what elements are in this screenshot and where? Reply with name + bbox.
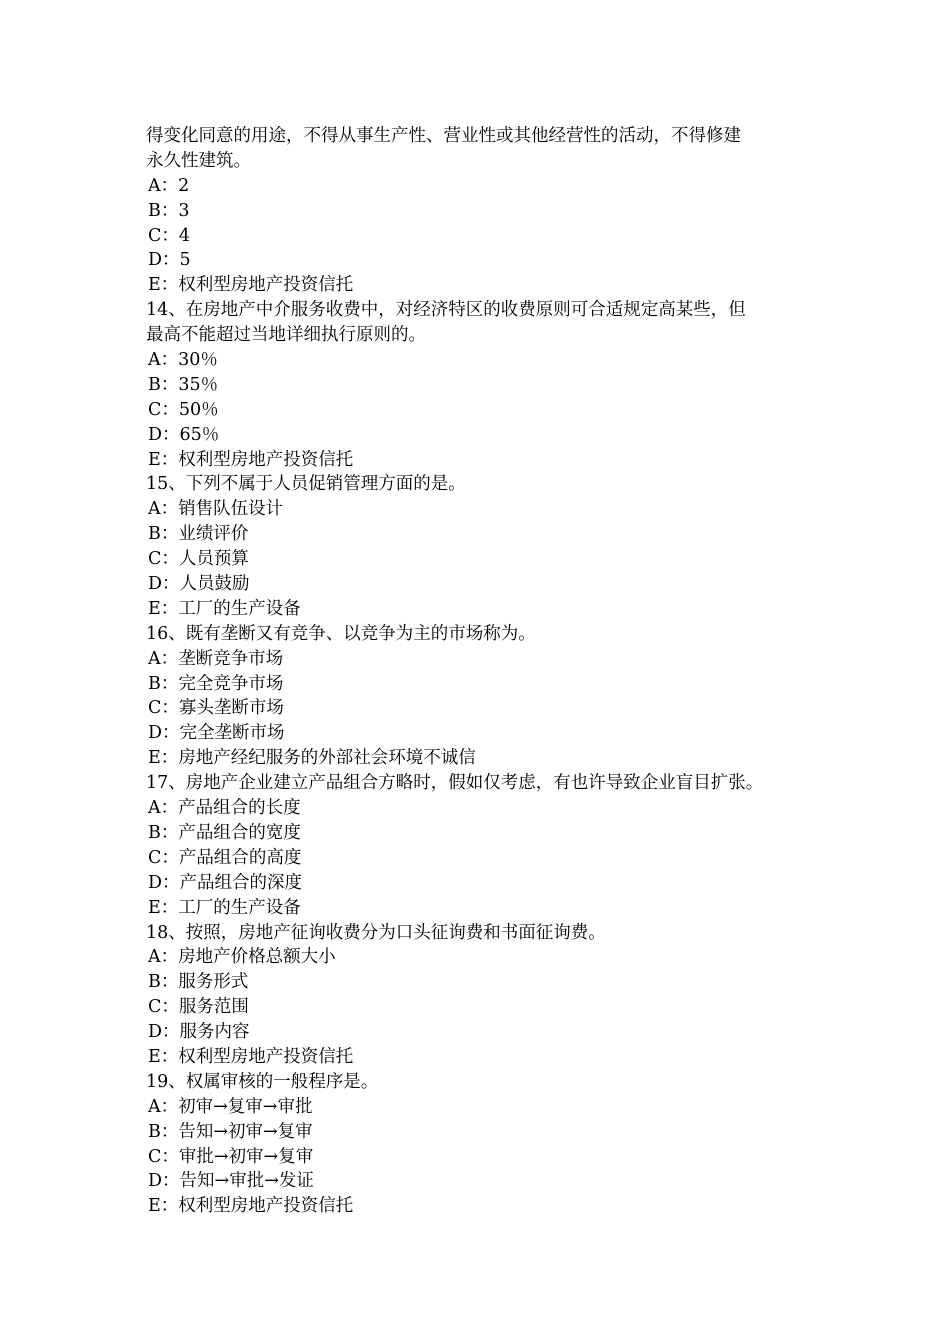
question-text-line: 得变化同意的用途，不得从事生产性、营业性或其他经营性的活动，不得修建 [146,126,741,146]
answer-option: E：权利型房地产投资信托 [148,449,354,470]
answer-option: D：5 [148,250,191,271]
answer-option: B：完全竞争市场 [148,673,284,694]
answer-option: C：服务范围 [148,997,249,1018]
answer-option: C：寡头垄断市场 [148,698,284,719]
question-text-line: 15、下列不属于人员促销管理方面的是。 [146,474,466,495]
answer-option: E：权利型房地产投资信托 [148,1196,354,1217]
answer-option: D：告知→审批→发证 [148,1171,314,1192]
answer-option: D：人员鼓励 [148,574,250,595]
question-text-line: 19、权属审核的一般程序是。 [146,1071,379,1092]
answer-option: C：50％ [148,399,219,420]
answer-option: D：65％ [148,424,220,445]
question-15 [146,472,826,621]
question-text-line: 17、房地产企业建立产品组合方略时，假如仅考虑，有也许导致企业盲目扩张。 [146,773,764,794]
answer-option: A：产品组合的长度 [148,798,301,819]
answer-option: B：产品组合的宽度 [148,822,301,843]
answer-option: D：产品组合的深度 [148,872,303,893]
answer-option: E：工厂的生产设备 [148,897,301,918]
answer-option: C：人员预算 [148,549,249,570]
answer-option: B：3 [148,200,190,221]
answer-option: A：房地产价格总额大小 [148,947,336,968]
answer-option: E：权利型房地产投资信托 [148,275,354,296]
answer-option: A：销售队伍设计 [148,499,284,520]
question-18 [146,921,826,1070]
question-text-line: 永久性建筑。 [146,150,251,171]
answer-option: A：2 [148,175,190,196]
answer-option: C：4 [148,225,191,246]
question-text-line: 16、既有垄断又有竞争、以竞争为主的市场称为。 [146,623,536,644]
document-page [146,124,826,1219]
question-14 [146,298,826,472]
question-16 [146,622,826,771]
answer-option: E：权利型房地产投资信托 [148,1046,354,1067]
answer-option: B：业绩评价 [148,524,249,545]
answer-option: A：垄断竞争市场 [148,648,284,669]
answer-option: D：服务内容 [148,1022,250,1043]
question-text-line: 18、按照，房地产征询收费分为口头征询费和书面征询费。 [146,922,606,943]
answer-option: E：工厂的生产设备 [148,598,301,619]
answer-option: A：初审→复审→审批 [148,1096,313,1117]
answer-option: A：30％ [148,350,218,371]
answer-option: B：告知→初审→复审 [148,1121,313,1142]
answer-option: C：产品组合的高度 [148,847,302,868]
answer-option: C：审批→初审→复审 [148,1146,314,1167]
question-17 [146,771,826,920]
answer-option: D：完全垄断市场 [148,723,285,744]
question-text-line: 14、在房地产中介服务收费中，对经济特区的收费原则可合适规定高某些，但 [146,300,746,321]
answer-option: E：房地产经纪服务的外部社会环境不诚信 [148,748,476,769]
question-19 [146,1070,826,1219]
answer-option: B：服务形式 [148,972,249,993]
intro-block [146,124,826,298]
question-text-line: 最高不能超过当地详细执行原则的。 [146,325,426,346]
answer-option: B：35％ [148,374,219,395]
